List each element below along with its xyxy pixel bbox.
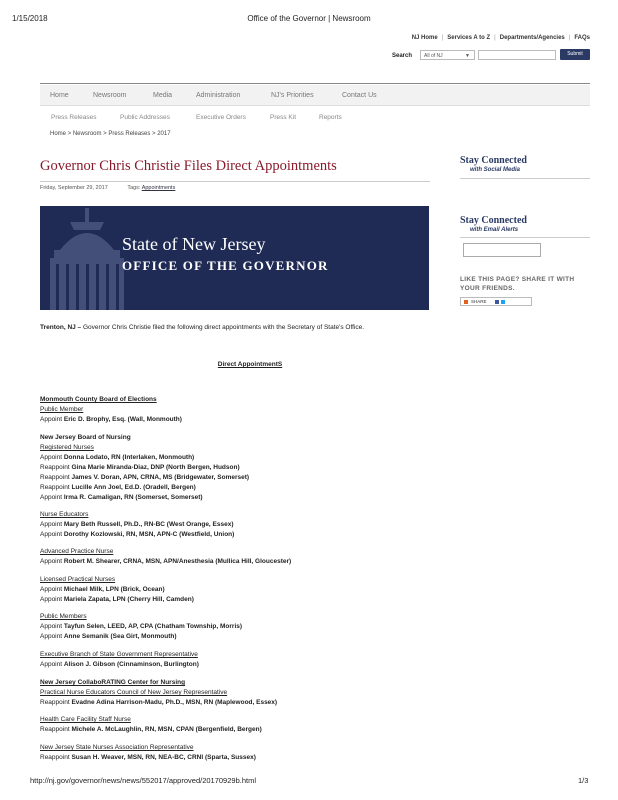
appointment-heading: New Jersey State Nurses Association Representative [40, 744, 194, 751]
appointment-heading: Advanced Practice Nurse [40, 548, 114, 555]
nav-newsroom[interactable]: Newsroom [93, 92, 127, 99]
subnav-executive-orders[interactable]: Executive Orders [196, 114, 246, 121]
facebook-icon [495, 300, 499, 304]
search-label: Search [392, 53, 413, 59]
appointment-entry: Appoint Mary Beth Russell, Ph.D., RN-BC (West Orange, Essex) [40, 521, 234, 528]
appointment-heading: Monmouth County Board of Elections [40, 396, 157, 403]
share-icon [464, 300, 468, 304]
email-alert-input[interactable] [463, 243, 541, 257]
lead-paragraph: Trenton, NJ – Governor Chris Christie filed the following direct appointments with the Secretary of State's Office. [40, 324, 365, 331]
divider [460, 178, 590, 179]
appointment-entry: Reappoint Lucille Ann Joel, Ed.D. (Oradell, Bergen) [40, 484, 196, 491]
print-date: 1/15/2018 [12, 14, 48, 23]
appointment-entry: Reappoint Michele A. McLaughlin, RN, MSN, CPAN (Bergenfield, Bergen) [40, 726, 262, 733]
appointment-entry: Appoint Anne Semanik (Sea Girt, Monmouth) [40, 633, 177, 640]
top-navigation: NJ Home | Services A to Z | Departments/Agencies | FAQs [411, 35, 590, 41]
share-button[interactable]: SHARE [460, 297, 532, 306]
appointment-heading: Health Care Facility Staff Nurse [40, 716, 131, 723]
top-nav-nj-home[interactable]: NJ Home [411, 35, 438, 41]
email-alerts-subheading: with Email Alerts [470, 227, 519, 233]
appointment-entry: Reappoint Susan H. Weaver, MSN, RN, NEA-BC, CRNI (Sparta, Sussex) [40, 754, 256, 761]
nav-home[interactable]: Home [50, 92, 69, 99]
divider [460, 237, 590, 238]
appointment-heading: Nurse Educators [40, 511, 89, 518]
banner-state-text: State of New Jersey [122, 234, 266, 254]
appointment-heading: Executive Branch of State Government Representative [40, 651, 198, 658]
divider [40, 181, 430, 182]
appointment-entry: Appoint Irma R. Camaligan, RN (Somerset, Somerset) [40, 494, 203, 501]
print-title: Office of the Governor | Newsroom [247, 14, 371, 23]
top-nav-departments[interactable]: Departments/Agencies [499, 35, 565, 41]
twitter-icon [501, 300, 505, 304]
nav-media[interactable]: Media [153, 92, 173, 99]
appointment-entry: Reappoint Gina Marie Miranda-Diaz, DNP (North Bergen, Hudson) [40, 464, 240, 471]
stay-connected-social-heading: Stay Connected [460, 155, 527, 166]
top-nav-faqs[interactable]: FAQs [574, 35, 590, 41]
article-meta [40, 185, 175, 191]
appointment-entry: Appoint Eric D. Brophy, Esq. (Wall, Monmouth) [40, 416, 182, 423]
print-url: http://nj.gov/governor/news/news/552017/approved/20170929b.html [30, 776, 256, 785]
share-prompt: LIKE THIS PAGE? SHARE IT WITH YOUR FRIENDS. [460, 276, 575, 292]
article-date: Friday, September 29, 2017 [40, 185, 108, 191]
appointment-heading: Public Member [40, 406, 84, 413]
subnav-press-releases[interactable]: Press Releases [51, 114, 97, 121]
appointment-entry: Appoint Robert M. Shearer, CRNA, MSN, APN/Anesthesia (Mullica Hill, Gloucester) [40, 558, 292, 565]
banner-office-text: OFFICE OF THE GOVERNOR [122, 258, 329, 273]
section-heading: Direct AppointmentS [217, 361, 283, 368]
chevron-down-icon: ▼ [465, 53, 470, 59]
nav-priorities[interactable]: NJ's Priorities [271, 92, 314, 99]
appointment-heading: New Jersey Board of Nursing [40, 434, 131, 441]
print-page-number: 1/3 [578, 776, 589, 785]
appointment-heading: Registered Nurses [40, 444, 94, 451]
appointment-entry: Appoint Alison J. Gibson (Cinnaminson, Burlington) [40, 661, 199, 668]
divider [40, 83, 590, 84]
main-navigation [40, 85, 590, 106]
appointment-entry: Appoint Michael Milk, LPN (Brick, Ocean) [40, 586, 165, 593]
appointment-heading: Licensed Practical Nurses [40, 576, 116, 583]
appointment-heading: Practical Nurse Educators Council of New Jersey Representative [40, 689, 228, 696]
search-input[interactable] [478, 50, 556, 60]
appointment-heading: New Jersey CollaboRATING Center for Nursing [40, 679, 186, 686]
top-nav-services[interactable]: Services A to Z [447, 35, 491, 41]
subnav-public-addresses[interactable]: Public Addresses [120, 114, 170, 121]
search-scope-select[interactable]: All of NJ ▼ [420, 50, 475, 60]
subnav-reports[interactable]: Reports [319, 114, 342, 121]
appointment-entry: Appoint Dorothy Kozlowski, RN, MSN, APN-C (Westfield, Union) [40, 531, 235, 538]
nav-administration[interactable]: Administration [196, 92, 241, 99]
appointment-entry: Reappoint Evadne Adina Harrison-Madu, Ph.D., MSN, RN (Maplewood, Essex) [40, 699, 278, 706]
page-title: Governor Chris Christie Files Direct Appointments [40, 158, 337, 174]
governor-banner [40, 206, 429, 310]
tags-label: Tags: [127, 185, 141, 191]
appointment-entry: Reappoint James V. Doran, APN, CRNA, MS (Bridgewater, Somerset) [40, 474, 250, 481]
appointment-entry: Appoint Mariela Zapata, LPN (Cherry Hill, Camden) [40, 596, 194, 603]
subnav-press-kit[interactable]: Press Kit [270, 114, 297, 121]
appointment-heading: Public Members [40, 613, 87, 620]
tag-link[interactable]: Appointments [141, 185, 176, 191]
appointment-entry: Appoint Tayfun Selen, LEED, AP, CPA (Chatham Township, Morris) [40, 623, 243, 630]
stay-connected-email-heading: Stay Connected [460, 215, 527, 226]
social-media-subheading: with Social Media [470, 167, 521, 173]
breadcrumb[interactable]: Home > Newsroom > Press Releases > 2017 [50, 131, 171, 137]
appointment-entry: Appoint Donna Lodato, RN (Interlaken, Monmouth) [40, 454, 195, 461]
search-submit-button[interactable]: Submit [560, 49, 590, 60]
nav-contact[interactable]: Contact Us [342, 92, 377, 99]
